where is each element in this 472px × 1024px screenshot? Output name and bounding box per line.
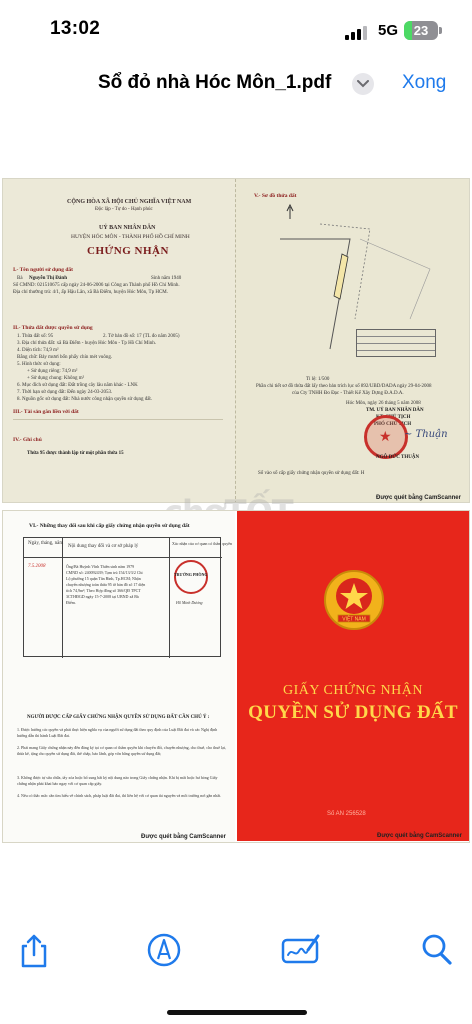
signer-name: NGÔ ĐỨC THUẬN — [376, 455, 420, 460]
cellular-signal-icon — [345, 24, 369, 40]
owner-label: Bà — [17, 276, 23, 281]
national-header: CỘNG HÒA XÃ HỘI CHỦ NGHĨA VIỆT NAM — [67, 199, 192, 205]
share-button[interactable] — [16, 930, 56, 970]
signature-button[interactable] — [280, 930, 320, 970]
certificate-heading: CHỨNG NHẬN — [87, 245, 169, 257]
section-notes: IV.- Ghi chú — [13, 437, 42, 443]
section-assets: III.- Tài sản gắn liền với đất — [13, 409, 79, 415]
section-changes: VI.- Những thay đổi sau khi cấp giấy chứng nhận quyền sử dụng đất — [29, 523, 190, 529]
seal-star-icon: ★ — [379, 428, 392, 444]
title-menu-button[interactable] — [352, 73, 374, 95]
notice-1: 1. Được hưởng các quyền và phải thực hiện nghĩa vụ của người sử dụng đất theo quy định của Luật Đất đai và các Nghị định hướng dẫn thi hành Luật Đất đai. — [17, 727, 218, 738]
done-button[interactable]: Xong — [402, 72, 447, 93]
chevron-down-icon — [357, 80, 369, 88]
change-date: 7.5.2008 — [28, 564, 46, 569]
certificate-inner-right — [235, 179, 470, 503]
map-sheet-number: 2. Tờ bản đồ số: 17 (TL đo năm 2005) — [103, 334, 180, 339]
search-button[interactable] — [420, 930, 460, 970]
section-diagram: V.- Sơ đồ thửa đất — [254, 193, 297, 199]
map-scale: Tỉ lệ: 1/500 — [306, 377, 330, 382]
signature-icon — [280, 930, 322, 970]
col-confirm-header: Xác nhận của cơ quan có thẩm quyền — [172, 541, 232, 546]
emblem-text: VIỆT NAM — [342, 616, 366, 623]
scanner-label-3: Được quét bằng CamScanner — [377, 833, 462, 839]
confirm-signer: Hồ Minh Dương — [176, 600, 203, 605]
owner-address: Địa chỉ thường trú: 4/1, ấp Hậu Lân, xã Bà Điểm, huyện Hóc Môn, Tp HCM. — [13, 290, 168, 295]
usage-form: 5. Hình thức sử dụng: — [17, 362, 61, 367]
changes-table — [23, 537, 232, 657]
usage-private: + Sử dụng riêng: 74,9 m² — [27, 369, 78, 374]
status-bar — [0, 0, 472, 58]
national-motto: Độc lập - Tự do - Hạnh phúc — [95, 207, 153, 212]
cover-serial: Số AN 256528 — [327, 811, 366, 817]
note-text: Thửa 95 được thành lập từ một phần thửa 15 — [27, 451, 124, 456]
parcel-location: 3. Địa chỉ thửa đất: xã Bà Điểm - huyện Hóc Môn - Tp Hồ Chí Minh. — [17, 341, 156, 346]
owner-name: Nguyễn Thị Đảnh — [29, 276, 67, 281]
district-name: HUYỆN HÓC MÔN - THÀNH PHỐ HỒ CHÍ MINH — [71, 234, 190, 240]
battery-percent: 23 — [413, 23, 429, 38]
notice-2: 2. Phải mang Giấy chứng nhận này đến đăng ký tại cơ quan có thẩm quyền khi chuyển đổi, chuyển nhượng, cho thuê, cho thuê lại, thừa kế, tặng cho quyền sử dụng đất, thế chấp, bảo lãnh, góp vốn bằng quyền sử dụng đất; — [17, 745, 226, 756]
cover-title-2: QUYỀN SỬ DỤNG ĐẤT — [248, 702, 458, 723]
notice-title: NGƯỜI ĐƯỢC CẤP GIẤY CHỨNG NHẬN QUYỀN SỬ DỤNG ĐẤT CẦN CHÚ Ý : — [27, 715, 210, 720]
coordinate-table — [356, 329, 436, 357]
change-line-7: Điểm. — [66, 600, 76, 605]
battery-fill — [404, 21, 412, 40]
signer-role-2: PHÓ CHỦ TỊCH — [374, 422, 412, 427]
usage-term: 7. Thời hạn sử dụng đất: Đến ngày 24-03-2053. — [17, 390, 113, 395]
certificate-red-cover — [237, 511, 469, 841]
usage-origin: 8. Nguồn gốc sử dụng đất: Nhà nước công nhận quyền sử dụng đất. — [17, 397, 153, 402]
pdf-page-1[interactable] — [2, 178, 470, 503]
usage-shared: + Sử dụng chung: Không m² — [27, 376, 85, 381]
cover-title-1: GIẤY CHỨNG NHẬN — [283, 683, 423, 698]
parcel-number: 1. Thửa đất số: 95 — [17, 334, 54, 339]
map-note-1: Phần chi tiết sơ đồ thửa đất lấy theo bản trích lục số 892/UBD/DADA ngày 29-04-2008 — [256, 384, 432, 389]
certificate-back-page — [3, 511, 235, 843]
pdf-document-viewer[interactable] — [0, 175, 472, 850]
bottom-toolbar — [0, 930, 472, 990]
home-indicator[interactable] — [167, 1010, 307, 1015]
navigation-bar — [0, 58, 472, 114]
col-content-header: Nội dung thay đổi và cơ sở pháp lý — [68, 544, 139, 549]
col-date-header: Ngày, tháng, năm — [28, 541, 64, 546]
divider — [13, 419, 223, 420]
status-time: 13:02 — [50, 18, 101, 39]
parcel-area: 4. Diện tích: 74,9 m² — [17, 348, 59, 353]
search-icon — [420, 930, 454, 970]
network-type: 5G — [378, 22, 399, 39]
parcel-area-text: Bằng chữ: Bảy mươi bốn phẩy chín mét vuông. — [17, 355, 113, 360]
signing-authority: TM. UỶ BAN NHÂN DÂN — [366, 408, 424, 413]
section-parcel: II.- Thửa đất được quyền sử dụng — [13, 325, 93, 331]
certificate-inner-left — [3, 179, 235, 503]
owner-birth: Sinh năm 1940 — [151, 276, 182, 281]
land-purpose: 6. Mục đích sử dụng đất: Đất trồng cây lâu năm khác - LNK — [17, 383, 138, 388]
change-line-5: tích 74,9m²; Theo Hợp đồng số 366/QĐ TPCT — [66, 588, 141, 593]
scanner-label-2: Được quét bằng CamScanner — [141, 834, 226, 840]
owner-id: Số CMND: 021510675 cấp ngày 24-06-2006 tại Công an Thành phố Hồ Chí Minh. — [13, 283, 180, 288]
change-line-3: Lộ phường 15 quận Tân Bình, Tp.HCM; Nhận — [66, 576, 141, 581]
book-number: Số vào sổ cấp giấy chứng nhận quyền sử dụng đất: H — [258, 471, 365, 476]
agency-name: UỶ BAN NHÂN DÂN — [99, 225, 156, 231]
scanner-label: Được quét bằng CamScanner — [376, 495, 461, 501]
notice-4: 4. Nếu có thắc mắc cần tìm hiểu về chính sách, pháp luật đất đai, thì liên hệ với cơ quan tài nguyên và môi trường nơi gần nhất. — [17, 793, 222, 798]
section-owner: I.- Tên người sử dụng đất — [13, 267, 73, 273]
map-note-2: của Cty TNHH Đo Đạc - Thiết Kế Xây Dựng Đ.A.D.A. — [292, 391, 404, 396]
confirm-title: TRƯỞNG PHÒNG — [174, 572, 208, 577]
document-title[interactable]: Sổ đỏ nhà Hóc Môn_1.pdf — [98, 72, 332, 93]
change-line-1: Ông/Bà Huỳnh Vĩnh Thiên sinh năm 1979 — [66, 564, 135, 569]
signer-role: KT. CHỦ TỊCH — [376, 415, 411, 420]
notice-3: 3. Không được tự sửa chữa, tẩy xóa hoặc bổ sung bất kỳ nội dung nào trong Giấy chứng nhận. Khi bị mất hoặc hư hỏng Giấy chứng nhận phải khai báo ngay với cơ quan cấp giấy. — [17, 775, 218, 786]
markup-pen-icon — [144, 930, 184, 970]
signing-date: Hóc Môn, ngày 26 tháng 5 năm 2008 — [346, 401, 421, 406]
national-emblem-icon — [323, 569, 385, 631]
battery-cap — [439, 27, 442, 34]
signature-image: ~ Thuận — [404, 429, 448, 440]
change-line-4: chuyển nhượng toàn thửa 95 tờ bản đồ số 17 diện — [66, 582, 146, 587]
share-icon — [16, 930, 52, 970]
markup-button[interactable] — [144, 930, 184, 970]
battery-icon — [404, 21, 438, 40]
change-line-2: CMND số: 240092439; Tạm trú 154/13/3/2 Chi — [66, 570, 143, 575]
pdf-page-2[interactable] — [2, 510, 470, 843]
change-line-6: 3CTHĐGD ngày 15-7-2008 tại UBND xã Bà — [66, 594, 139, 599]
